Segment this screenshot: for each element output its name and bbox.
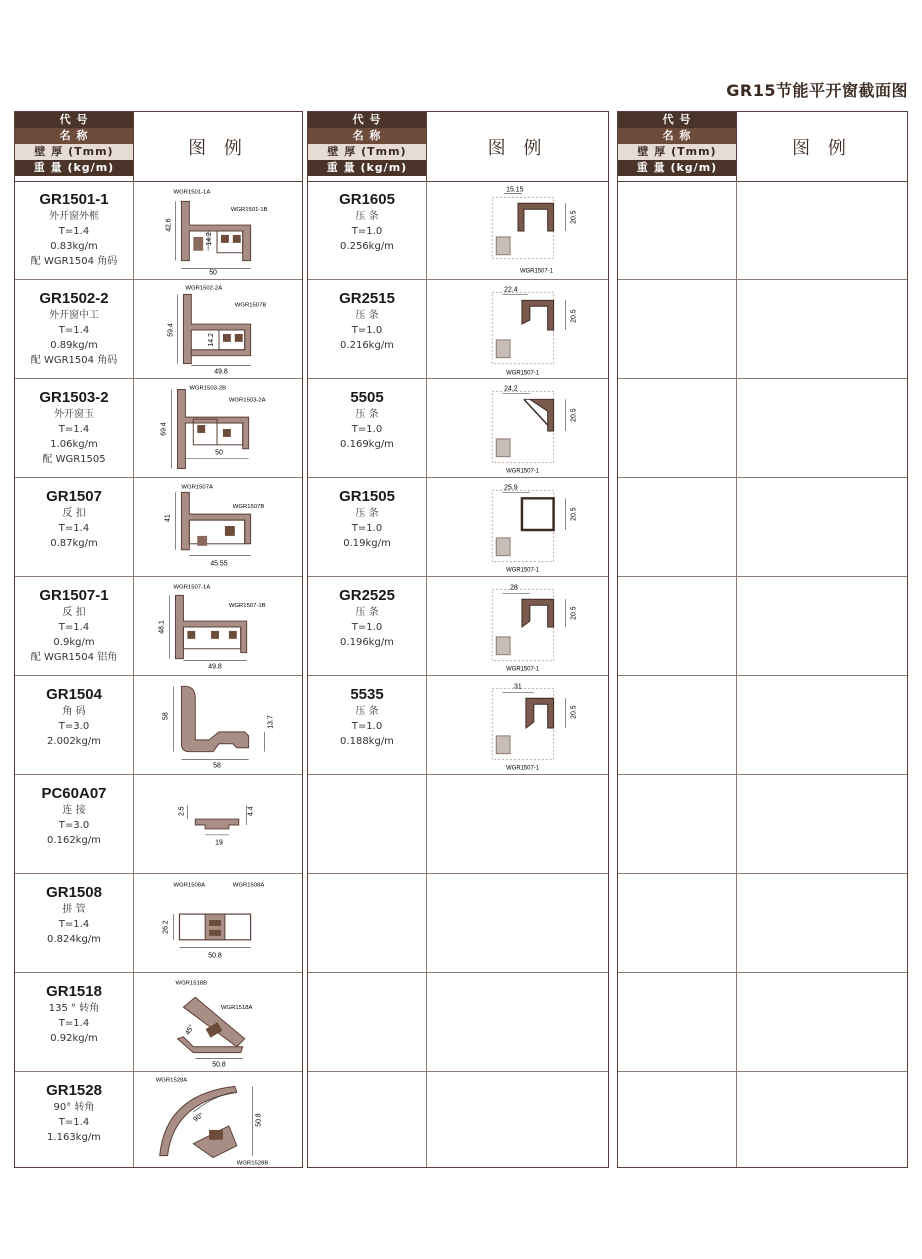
part-label: WGR1507-1A	[173, 584, 211, 591]
profile-figure	[134, 478, 302, 576]
profile-weight: 0.19kg/m	[343, 538, 391, 549]
profile-name: 压 条	[355, 409, 379, 420]
profile-thickness: T=1.0	[351, 325, 383, 336]
profile-weight: 0.87kg/m	[50, 538, 98, 549]
profile-info	[308, 577, 426, 675]
dim-label: 4.4	[247, 806, 255, 816]
profile-name: 压 条	[355, 310, 379, 321]
part-label: WGR1507-1	[506, 765, 540, 772]
profile-info	[308, 676, 426, 774]
dim-label: 20.5	[570, 507, 578, 521]
dim-label: 24.2	[504, 385, 518, 393]
table-row	[15, 478, 302, 577]
header-name: 名 称	[618, 128, 736, 144]
table-row	[15, 379, 302, 478]
profile-info	[15, 478, 133, 576]
profile-weight: 0.92kg/m	[50, 1033, 98, 1044]
part-label: WGR1507-1	[519, 268, 553, 275]
header-thickness: 壁 厚 (Tmm)	[15, 144, 133, 160]
profile-thickness: T=1.0	[351, 721, 383, 732]
profile-figure	[427, 379, 608, 477]
part-label: WGR1507A	[181, 484, 213, 491]
profile-thickness: T=1.4	[58, 523, 90, 534]
header-figure: 图 例	[487, 137, 548, 159]
profile-weight: 1.163kg/m	[47, 1132, 101, 1143]
profile-name: 压 条	[355, 211, 379, 222]
table-row	[15, 1072, 302, 1171]
profile-name: 压 条	[355, 607, 379, 618]
dim-label: 20.5	[570, 606, 578, 620]
dim-label: 14.2	[208, 333, 216, 347]
table-header	[618, 112, 907, 182]
profile-info	[15, 181, 133, 279]
dim-label: 15.15	[506, 186, 524, 194]
profile-weight: 1.06kg/m	[50, 439, 98, 450]
part-label: WGR1507-1	[506, 370, 540, 377]
profile-code: GR1502-2	[39, 290, 109, 307]
profile-thickness: T=1.4	[58, 622, 90, 633]
profile-figure	[134, 775, 302, 873]
profile-weight: 2.002kg/m	[47, 736, 101, 747]
profile-figure	[134, 181, 302, 279]
profile-name: 外开窗玉	[54, 409, 94, 420]
profile-name: 压 条	[355, 706, 379, 717]
profile-code: GR1507-1	[39, 587, 109, 604]
part-label: WGR1503-2B	[189, 385, 227, 392]
header-thickness: 壁 厚 (Tmm)	[308, 144, 426, 160]
profile-figure	[134, 379, 302, 477]
profile-name: 90° 转角	[53, 1102, 95, 1113]
profile-note: 配 WGR1504 角码	[30, 355, 118, 366]
header-name: 名 称	[15, 128, 133, 144]
dim-label: 90°	[192, 1111, 205, 1124]
dim-label: 19	[215, 839, 223, 847]
profile-code: GR2525	[339, 587, 395, 604]
dim-label: 14.2	[206, 232, 214, 246]
table-row	[15, 775, 302, 874]
profile-figure	[134, 280, 302, 378]
profile-name: 外开窗外框	[49, 211, 99, 222]
profile-code: GR1508	[46, 884, 102, 901]
profile-code: GR1504	[46, 686, 102, 703]
table-row	[618, 775, 907, 874]
header-fields	[618, 112, 737, 181]
dim-label: 25.9	[504, 484, 518, 492]
profile-code: GR1501-1	[39, 191, 109, 208]
dim-label: 26.2	[162, 920, 170, 934]
dim-label: 20.5	[570, 408, 578, 422]
dim-label: 31	[514, 683, 522, 691]
dim-label: 20.5	[570, 210, 578, 224]
header-fields	[15, 112, 134, 181]
part-label: WGR1507-1	[506, 567, 540, 574]
profile-figure	[134, 973, 302, 1071]
table-row	[618, 379, 907, 478]
profile-info	[308, 478, 426, 576]
dim-label: 48.1	[158, 620, 166, 634]
table-row	[15, 181, 302, 280]
profile-thickness: T=1.0	[351, 523, 383, 534]
table-row	[308, 379, 608, 478]
dim-label: 41	[164, 514, 172, 522]
dim-label: 59.4	[167, 323, 175, 337]
table-row	[618, 973, 907, 1072]
profile-info	[15, 577, 133, 675]
header-thickness: 壁 厚 (Tmm)	[618, 144, 736, 160]
part-label: WGR1518B	[175, 980, 208, 987]
profile-thickness: T=1.4	[58, 424, 90, 435]
profile-name: 角 码	[62, 706, 86, 717]
profile-weight: 0.824kg/m	[47, 934, 101, 945]
profile-info	[15, 775, 133, 873]
part-label: WGR1507-1	[506, 666, 540, 673]
profile-code: GR1528	[46, 1082, 102, 1099]
profile-name: 反 扣	[62, 508, 86, 519]
table-row	[308, 973, 608, 1072]
dim-label: 50	[215, 449, 223, 457]
profile-code: GR2515	[339, 290, 395, 307]
profile-figure	[427, 181, 608, 279]
dim-label: 20.5	[570, 705, 578, 719]
table-row	[618, 676, 907, 775]
profile-name: 反 扣	[62, 607, 86, 618]
table-header	[308, 112, 608, 182]
part-label: WGR1528B	[236, 1160, 269, 1167]
table-row	[308, 181, 608, 280]
table-row	[618, 1072, 907, 1171]
profile-thickness: T=1.4	[58, 1018, 90, 1029]
profile-note: 配 WGR1504 角码	[30, 256, 118, 267]
profile-info	[15, 874, 133, 972]
dim-label: 50	[209, 269, 217, 277]
table-row	[15, 874, 302, 973]
dim-label: 58	[213, 762, 221, 770]
profile-thickness: T=3.0	[58, 721, 90, 732]
profile-name: 拼 管	[62, 904, 86, 915]
table-row	[618, 181, 907, 280]
profile-name: 连 接	[62, 805, 86, 816]
profile-name: 135 ° 转角	[48, 1003, 100, 1014]
dim-label: 2.5	[178, 806, 186, 816]
table-header	[15, 112, 302, 182]
dim-label: 50.8	[255, 1113, 263, 1127]
profile-name: 压 条	[355, 508, 379, 519]
part-label: WGR1518A	[220, 1005, 253, 1012]
profile-info	[15, 280, 133, 378]
dim-label: 45.55	[210, 560, 228, 568]
part-label: WGR1507-1	[506, 468, 540, 475]
part-label: WGR1507B	[232, 504, 265, 511]
dim-label: 28	[510, 584, 518, 592]
profile-figure	[427, 676, 608, 774]
profile-thickness: T=1.4	[58, 226, 90, 237]
header-figure: 图 例	[188, 137, 248, 159]
part-label: WGR1501-1B	[230, 207, 268, 214]
profile-weight: 0.188kg/m	[340, 736, 394, 747]
profile-code: GR1503-2	[39, 389, 109, 406]
table-row	[308, 874, 608, 973]
profile-weight: 0.196kg/m	[340, 637, 394, 648]
header-code: 代 号	[618, 112, 736, 128]
dim-label: 49.8	[208, 663, 222, 671]
profile-figure	[427, 577, 608, 675]
part-label: WGR1508A	[232, 882, 265, 889]
table-row	[618, 577, 907, 676]
part-label: WGR1507B	[234, 302, 267, 309]
part-label: WGR1502-2A	[185, 285, 223, 292]
header-fields	[308, 112, 427, 181]
profile-info	[308, 181, 426, 279]
profile-weight: 0.83kg/m	[50, 241, 98, 252]
profile-note: 配 WGR1505	[42, 454, 106, 465]
dim-label: 69.4	[160, 422, 168, 436]
profile-thickness: T=1.0	[351, 226, 383, 237]
profile-code: GR1605	[339, 191, 395, 208]
profile-figure	[134, 874, 302, 972]
profile-info	[15, 1072, 133, 1170]
profile-weight: 0.256kg/m	[340, 241, 394, 252]
table-row	[308, 577, 608, 676]
profile-table-2	[307, 111, 609, 1168]
table-row	[15, 577, 302, 676]
profile-figure	[134, 577, 302, 675]
table-row	[618, 280, 907, 379]
dim-label: 50.8	[208, 952, 222, 960]
profile-thickness: T=1.0	[351, 622, 383, 633]
table-row	[308, 280, 608, 379]
dim-label: 50.8	[212, 1061, 226, 1069]
table-row	[308, 676, 608, 775]
profile-table-1	[14, 111, 303, 1168]
header-code: 代 号	[308, 112, 426, 128]
profile-info	[308, 379, 426, 477]
profile-info	[15, 379, 133, 477]
profile-weight: 0.9kg/m	[53, 637, 95, 648]
profile-info	[15, 973, 133, 1071]
part-label: WGR1503-2A	[228, 397, 266, 404]
profile-thickness: T=1.4	[58, 919, 90, 930]
profile-thickness: T=1.4	[58, 325, 90, 336]
profile-figure	[134, 1072, 302, 1170]
table-row	[15, 676, 302, 775]
dim-label: 20.5	[570, 309, 578, 323]
part-label: WGR1501-1A	[173, 189, 211, 196]
table-row	[308, 478, 608, 577]
header-weight: 重 量 (kg/m)	[618, 160, 736, 176]
table-row	[15, 280, 302, 379]
header-weight: 重 量 (kg/m)	[15, 160, 133, 176]
profile-code: PC60A07	[41, 785, 107, 802]
profile-info	[15, 676, 133, 774]
page-title: GR15节能平开窗截面图	[726, 81, 908, 100]
profile-thickness: T=1.0	[351, 424, 383, 435]
profile-weight: 0.216kg/m	[340, 340, 394, 351]
profile-weight: 0.169kg/m	[340, 439, 394, 450]
table-row	[15, 973, 302, 1072]
header-figure: 图 例	[792, 137, 852, 159]
profile-code: GR1507	[46, 488, 102, 505]
dim-label: 45°	[184, 1023, 196, 1037]
header-name: 名 称	[308, 128, 426, 144]
profile-code: GR1505	[339, 488, 395, 505]
profile-note: 配 WGR1504 铝角	[30, 652, 118, 663]
dim-label: 42.6	[165, 218, 173, 232]
table-row	[308, 1072, 608, 1171]
profile-code: 5505	[350, 389, 384, 406]
profile-weight: 0.162kg/m	[47, 835, 101, 846]
profile-figure	[134, 676, 302, 774]
table-row	[618, 874, 907, 973]
profile-figure	[427, 478, 608, 576]
part-label: WGR1508A	[173, 882, 206, 889]
profile-weight: 0.89kg/m	[50, 340, 98, 351]
dim-label: 49.8	[214, 368, 228, 376]
dim-label: 13.7	[267, 715, 275, 729]
dim-label: 22.4	[504, 286, 518, 294]
profile-info	[308, 280, 426, 378]
profile-name: 外开窗中工	[49, 310, 99, 321]
header-weight: 重 量 (kg/m)	[308, 160, 426, 176]
table-row	[618, 478, 907, 577]
profile-table-3	[617, 111, 908, 1168]
part-label: WGR1507-1B	[228, 603, 266, 610]
table-row	[308, 775, 608, 874]
profile-code: 5535	[350, 686, 384, 703]
profile-code: GR1518	[46, 983, 102, 1000]
dim-label: 58	[162, 712, 170, 720]
profile-thickness: T=1.4	[58, 1117, 90, 1128]
profile-figure	[427, 280, 608, 378]
part-label: WGR1528A	[155, 1077, 188, 1084]
header-code: 代 号	[15, 112, 133, 128]
profile-thickness: T=3.0	[58, 820, 90, 831]
